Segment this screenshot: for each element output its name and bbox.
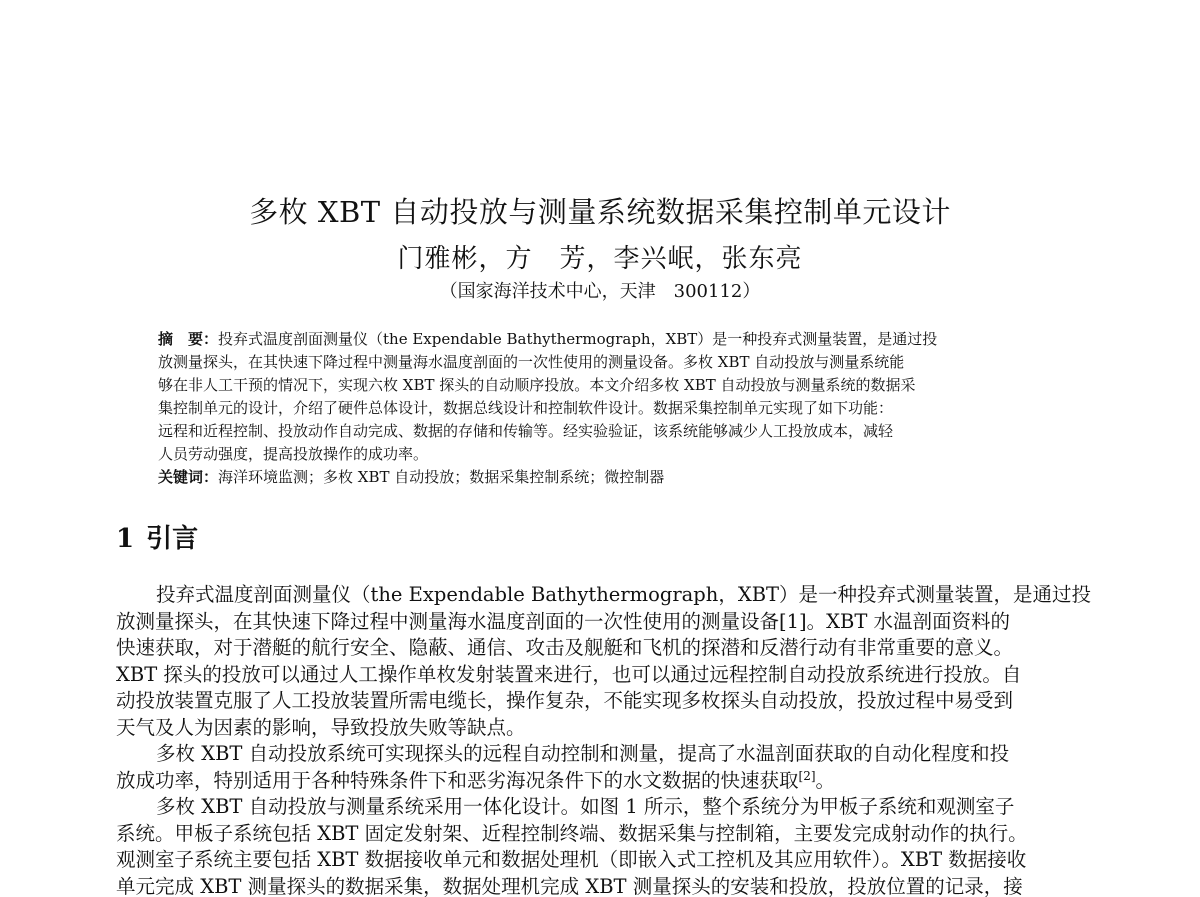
body-line — [116, 768, 1088, 795]
abstract-line — [158, 328, 1048, 351]
paper-title: 多枚 XBT 自动投放与测量系统数据采集控制单元设计 — [249, 195, 951, 229]
body-line-end: 。 — [815, 768, 836, 792]
body-line: 多枚 XBT 自动投放系统可实现探头的远程自动控制和测量，提高了水温剖面获取的自动化程度和投 — [156, 742, 1010, 765]
abstract-label: 摘 要： — [158, 330, 219, 348]
body-line: 观测室子系统主要包括 XBT 数据接收单元和数据处理机（即嵌入式工控机及其应用软件）。XBT 数据接收 — [116, 848, 1027, 871]
abstract-block — [158, 328, 1048, 489]
paper-authors: 门雅彬，方 芳，李兴岷，张东亮 — [397, 244, 803, 274]
citation-ref: [2] — [798, 768, 816, 783]
section-title: 引言 — [146, 524, 199, 554]
body-line: 动投放装置克服了人工投放装置所需电缆长，操作复杂，不能实现多枚探头自动投放，投放过程中易受到 — [116, 689, 1014, 712]
body-text — [116, 582, 1092, 897]
body-line-text: 放成功率，特别适用于各种特殊条件下和恶劣海况条件下的水文数据的快速获取 — [116, 768, 799, 792]
section-number: 1 — [116, 524, 135, 554]
body-line: 天气及人为因素的影响，导致投放失败等缺点。 — [116, 715, 526, 739]
keywords-line — [158, 466, 1048, 489]
body-line: 系统。甲板子系统包括 XBT 固定发射架、近程控制终端、数据采集与控制箱，主要发完成射动作的执行。 — [116, 821, 1028, 845]
abstract-line: 远程和近程控制、投放动作自动完成、数据的存储和传输等。经实验验证，该系统能够减少人工投放成本，减轻 — [158, 422, 894, 440]
body-line: XBT 探头的投放可以通过人工操作单枚发射装置来进行，也可以通过远程控制自动投放系统进行投放。自 — [116, 662, 1022, 686]
keywords-text: 海洋环境监测；多枚 XBT 自动投放；数据采集控制系统；微控制器 — [218, 468, 665, 486]
abstract-line: 够在非人工干预的情况下，实现六枚 XBT 探头的自动顺序投放。本文介绍多枚 XBT 自动投放与测量系统的数据采 — [158, 376, 916, 394]
abstract-line: 集控制单元的设计，介绍了硬件总体设计，数据总线设计和控制软件设计。数据采集控制单元实现了如下功能： — [158, 399, 894, 417]
body-line: 投弃式温度剖面测量仪（the Expendable Bathythermograph，XBT）是一种投弃式测量装置，是通过投 — [156, 583, 1092, 606]
body-line: 快速获取，对于潜艇的航行安全、隐蔽、通信、攻击及舰艇和飞机的探潜和反潜行动有非常重要的意义。 — [116, 636, 1014, 659]
body-line: 放测量探头，在其快速下降过程中测量海水温度剖面的一次性使用的测量设备[1]。XBT 水温剖面资料的 — [116, 609, 1011, 633]
abstract-text: 投弃式温度剖面测量仪（the Expendable Bathythermograph，XBT）是一种投弃式测量装置，是通过投 — [218, 330, 938, 348]
abstract-line: 放测量探头，在其快速下降过程中测量海水温度剖面的一次性使用的测量设备。多枚 XBT 自动投放与测量系统能 — [158, 353, 905, 371]
paper-affiliation: （国家海洋技术中心，天津 300112） — [439, 281, 761, 302]
section-heading — [116, 518, 198, 555]
body-line: 单元完成 XBT 测量探头的数据采集，数据处理机完成 XBT 测量探头的安装和投放，投放位置的记录，接 — [116, 874, 1023, 897]
body-line: 多枚 XBT 自动投放与测量系统采用一体化设计。如图 1 所示，整个系统分为甲板子系统和观测室子 — [156, 795, 1015, 818]
keywords-label: 关键词： — [158, 468, 219, 486]
abstract-line: 人员劳动强度，提高投放操作的成功率。 — [158, 445, 429, 463]
